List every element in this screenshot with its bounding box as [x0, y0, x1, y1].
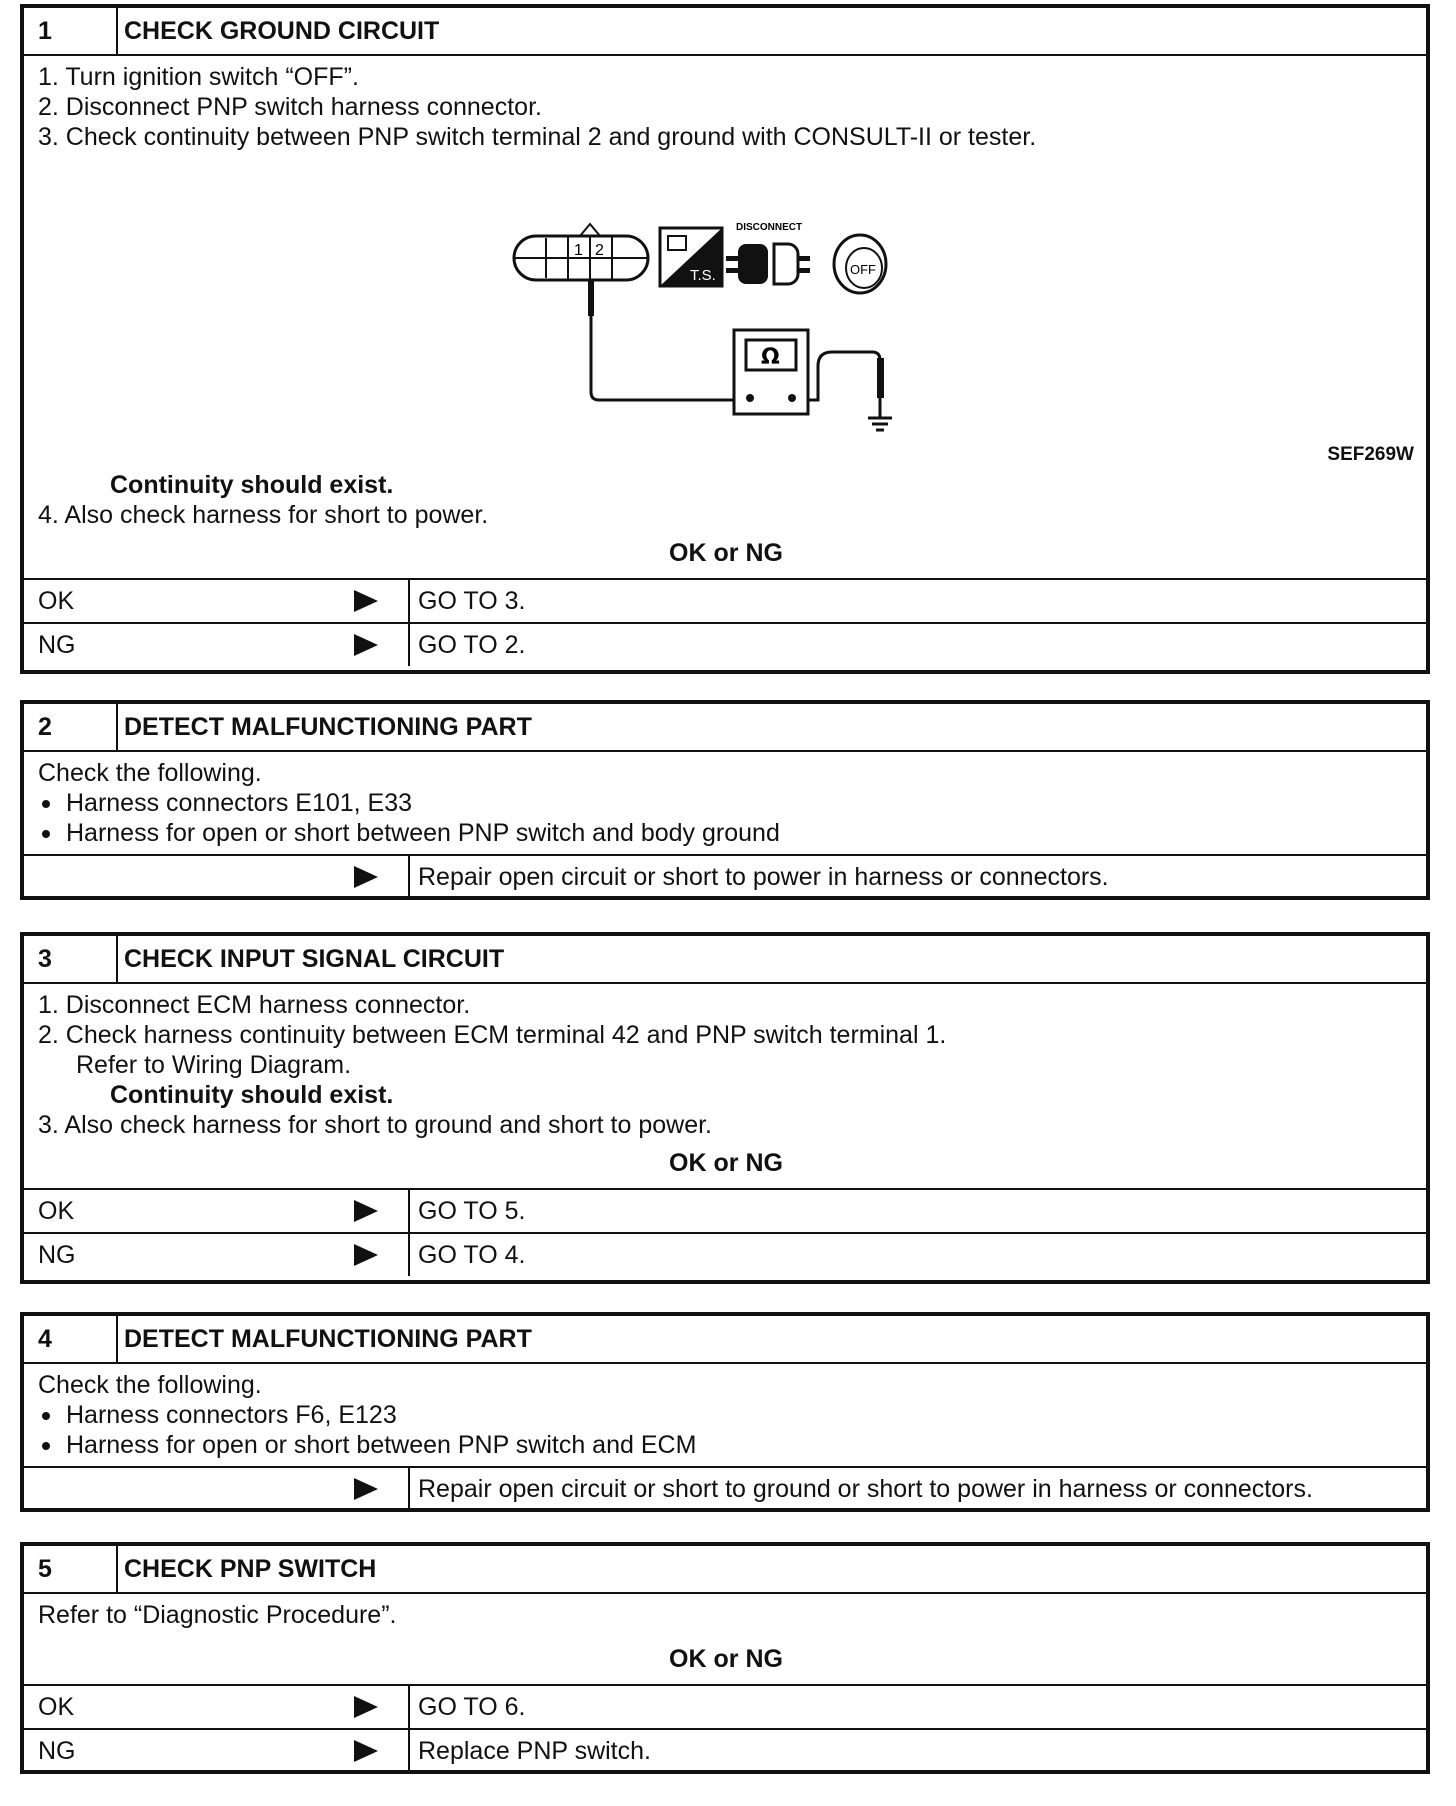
result-row: [24, 1188, 1426, 1232]
step-header: [24, 1316, 1426, 1364]
step-body: [24, 56, 1426, 578]
result-line: Continuity should exist.: [110, 1081, 394, 1109]
row-action: Replace PNP switch.: [418, 1737, 651, 1765]
sub-line: Refer to Wiring Diagram.: [76, 1051, 352, 1079]
row-action: GO TO 5.: [418, 1197, 526, 1225]
row-action: GO TO 3.: [418, 587, 526, 615]
arrow-right-icon: [354, 866, 378, 888]
row-action: GO TO 6.: [418, 1693, 526, 1721]
step-title: DETECT MALFUNCTIONING PART: [124, 1325, 532, 1353]
ground-icon: [868, 418, 892, 430]
connector-icon: [514, 224, 648, 280]
ok-ng-label: OK or NG: [669, 1645, 783, 1673]
instruction-line: 1. Disconnect ECM harness connector.: [38, 991, 471, 1019]
figure-code: SEF269W: [1327, 444, 1414, 465]
result-row: [24, 854, 1426, 898]
intro-line: Check the following.: [38, 759, 262, 787]
instruction-line: 4. Also check harness for short to power.: [38, 501, 489, 529]
step-title: CHECK GROUND CIRCUIT: [124, 17, 440, 45]
arrow-right-icon: [354, 1696, 378, 1718]
arrow-right-icon: [354, 590, 378, 612]
off-label: OFF: [850, 262, 876, 277]
ok-ng-label: OK or NG: [669, 1149, 783, 1177]
ohmmeter-icon: [734, 330, 808, 414]
result-row: [24, 622, 1426, 666]
step-title: DETECT MALFUNCTIONING PART: [124, 713, 532, 741]
row-action: GO TO 4.: [418, 1241, 526, 1269]
row-label: NG: [38, 1737, 76, 1765]
step-body: [24, 1594, 1426, 1684]
result-row: [24, 1684, 1426, 1728]
result-line: Continuity should exist.: [110, 471, 394, 499]
result-row: [24, 1466, 1426, 1510]
intro-line: Refer to “Diagnostic Procedure”.: [38, 1601, 397, 1629]
bullet-item: Harness connectors E101, E33: [38, 788, 1414, 818]
ohm-symbol: Ω: [761, 345, 780, 370]
row-action: GO TO 2.: [418, 631, 526, 659]
step-3-box: [20, 932, 1430, 1284]
step-number: 4: [24, 1316, 118, 1362]
row-label: NG: [38, 1241, 76, 1269]
step-2-box: [20, 700, 1430, 900]
step-number: 3: [24, 936, 118, 982]
row-action: Repair open circuit or short to ground or short to power in harness or connectors.: [418, 1475, 1313, 1503]
row-label: NG: [38, 631, 76, 659]
pin-label: 2: [595, 242, 604, 259]
ok-ng-label: OK or NG: [669, 539, 783, 567]
row-label: OK: [38, 587, 75, 615]
row-action: Repair open circuit or short to power in harness or connectors.: [418, 863, 1109, 891]
step-title: CHECK PNP SWITCH: [124, 1555, 377, 1583]
tester-icon: [660, 228, 722, 286]
step-body: [24, 984, 1426, 1188]
step-body: [24, 752, 1426, 854]
instruction-line: 3. Check continuity between PNP switch terminal 2 and ground with CONSULT-II or tester.: [38, 123, 1037, 151]
ts-label: T.S.: [690, 267, 716, 284]
result-row: [24, 578, 1426, 622]
step-1-box: [20, 4, 1430, 674]
step-number: 5: [24, 1546, 118, 1592]
disconnect-label: DISCONNECT: [736, 222, 803, 233]
step-body: [24, 1364, 1426, 1466]
row-label: OK: [38, 1197, 75, 1225]
arrow-right-icon: [354, 1478, 378, 1500]
bullet-item: Harness for open or short between PNP switch and ECM: [38, 1430, 1414, 1460]
result-row: [24, 1728, 1426, 1772]
disconnect-icon: [726, 222, 810, 284]
ignition-off-icon: [834, 235, 886, 293]
step-number: 2: [24, 704, 118, 750]
result-row: [24, 1232, 1426, 1276]
step-header: [24, 936, 1426, 984]
step-header: [24, 8, 1426, 56]
step-title: CHECK INPUT SIGNAL CIRCUIT: [124, 945, 505, 973]
step-header: [24, 704, 1426, 752]
arrow-right-icon: [354, 1244, 378, 1266]
instruction-line: 2. Disconnect PNP switch harness connector.: [38, 93, 542, 121]
arrow-right-icon: [354, 634, 378, 656]
instruction-line: 1. Turn ignition switch “OFF”.: [38, 63, 359, 91]
bullet-item: Harness connectors F6, E123: [38, 1400, 1414, 1430]
step-4-box: [20, 1312, 1430, 1512]
arrow-right-icon: [354, 1740, 378, 1762]
arrow-right-icon: [354, 1200, 378, 1222]
step-header: [24, 1546, 1426, 1594]
instruction-line: 2. Check harness continuity between ECM terminal 42 and PNP switch terminal 1.: [38, 1021, 947, 1049]
row-label: OK: [38, 1693, 75, 1721]
continuity-test-figure: [38, 152, 1414, 470]
step-5-box: [20, 1542, 1430, 1774]
wiring-diagram: [38, 152, 1418, 470]
intro-line: Check the following.: [38, 1371, 262, 1399]
instruction-line: 3. Also check harness for short to ground and short to power.: [38, 1111, 712, 1139]
pin-label: 1: [574, 242, 583, 259]
step-number: 1: [24, 8, 118, 54]
bullet-item: Harness for open or short between PNP switch and body ground: [38, 818, 1414, 848]
